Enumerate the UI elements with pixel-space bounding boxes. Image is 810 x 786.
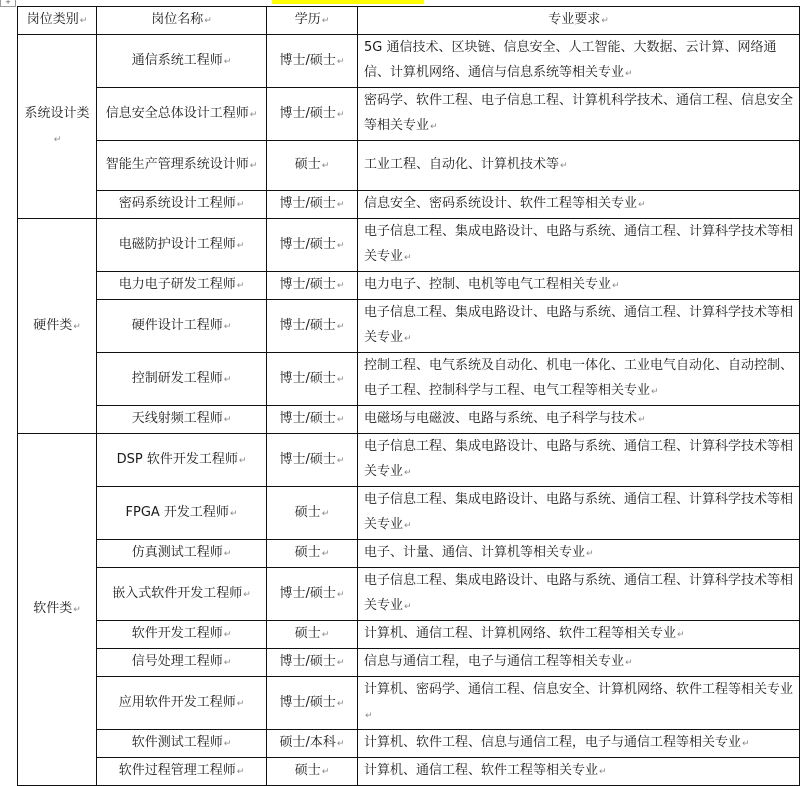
requirement-cell: 电子信息工程、集成电路设计、电路与系统、通信工程、计算科学技术等相关专业↵ xyxy=(358,487,800,540)
requirement-cell: 电子、计量、通信、计算机等相关专业↵ xyxy=(358,540,800,568)
requirement-cell: 工业工程、自动化、计算机技术等↵ xyxy=(358,141,800,191)
paragraph-mark-icon: ↵ xyxy=(236,698,245,709)
table-row xyxy=(18,758,800,786)
header-category: 岗位类别↵ xyxy=(18,7,97,35)
degree-cell: 博士/硕士↵ xyxy=(267,219,358,272)
requirement-cell: 信息与通信工程，电子与通信工程等相关专业↵ xyxy=(358,649,800,677)
table-row xyxy=(18,353,800,406)
category-cell: 硬件类↵ xyxy=(18,219,97,434)
degree-cell: 博士/硕士↵ xyxy=(267,35,358,88)
degree-cell: 博士/硕士↵ xyxy=(267,191,358,219)
paragraph-mark-icon: ↵ xyxy=(625,658,633,668)
paragraph-mark-icon: ↵ xyxy=(223,56,232,67)
paragraph-mark-icon: ↵ xyxy=(223,374,232,385)
table-row xyxy=(18,568,800,621)
position-cell: 软件过程管理工程师↵ xyxy=(97,758,267,786)
paragraph-mark-icon: ↵ xyxy=(601,16,609,26)
requirement-cell: 电子信息工程、集成电路设计、电路与系统、通信工程、计算科学技术等相关专业↵ xyxy=(358,300,800,353)
degree-cell: 博士/硕士↵ xyxy=(267,406,358,434)
paragraph-mark-icon: ↵ xyxy=(336,589,345,600)
table-row xyxy=(18,272,800,300)
paragraph-mark-icon: ↵ xyxy=(336,455,345,466)
requirement-cell: 电力电子、控制、电机等电气工程相关专业↵ xyxy=(358,272,800,300)
paragraph-mark-icon: ↵ xyxy=(638,200,646,210)
position-cell: 电磁防护设计工程师↵ xyxy=(97,219,267,272)
degree-cell: 硕士↵ xyxy=(267,540,358,568)
requirement-cell: 电子信息工程、集成电路设计、电路与系统、通信工程、计算科学技术等相关专业↵ xyxy=(358,434,800,487)
table-row xyxy=(18,141,800,191)
degree-cell: 硕士↵ xyxy=(267,141,358,191)
degree-cell: 博士/硕士↵ xyxy=(267,88,358,141)
table-row xyxy=(18,35,800,88)
requirement-cell: 控制工程、电气系统及自动化、机电一体化、工业电气自动化、自动控制、电子工程、控制科学与工程、电气工程等相关专业↵ xyxy=(358,353,800,406)
table-row xyxy=(18,434,800,487)
paragraph-mark-icon: ↵ xyxy=(236,200,245,210)
position-cell: 仿真测试工程师↵ xyxy=(97,540,267,568)
paragraph-mark-icon: ↵ xyxy=(204,16,212,26)
paragraph-mark-icon: ↵ xyxy=(229,508,238,519)
position-cell: 控制研发工程师↵ xyxy=(97,353,267,406)
position-cell: 应用软件开发工程师↵ xyxy=(97,677,267,730)
paragraph-mark-icon: ↵ xyxy=(560,161,568,171)
paragraph-mark-icon: ↵ xyxy=(336,415,345,425)
paragraph-mark-icon: ↵ xyxy=(223,549,232,559)
paragraph-mark-icon: ↵ xyxy=(249,109,258,120)
requirement-cell: 信息安全、密码系统设计、软件工程等相关专业↵ xyxy=(358,191,800,219)
degree-cell: 博士/硕士↵ xyxy=(267,434,358,487)
position-cell: 硬件设计工程师↵ xyxy=(97,300,267,353)
table-row xyxy=(18,649,800,677)
paragraph-mark-icon: ↵ xyxy=(404,468,412,478)
paragraph-mark-icon: ↵ xyxy=(336,56,345,67)
table-row xyxy=(18,88,800,141)
paragraph-mark-icon: ↵ xyxy=(321,549,330,559)
table-row xyxy=(18,191,800,219)
requirement-cell: 计算机、通信工程、计算机网络、软件工程等相关专业↵ xyxy=(358,621,800,649)
table-row xyxy=(18,730,800,758)
position-cell: 信号处理工程师↵ xyxy=(97,649,267,677)
degree-cell: 硕士↵ xyxy=(267,621,358,649)
paragraph-mark-icon: ↵ xyxy=(336,281,345,291)
paragraph-mark-icon: ↵ xyxy=(404,602,412,612)
paragraph-mark-icon: ↵ xyxy=(321,508,330,519)
paragraph-mark-icon: ↵ xyxy=(321,16,330,26)
paragraph-mark-icon: ↵ xyxy=(336,200,345,210)
paragraph-mark-icon: ↵ xyxy=(238,455,247,466)
table-row xyxy=(18,540,800,568)
paragraph-mark-icon: ↵ xyxy=(223,658,232,668)
position-cell: 软件开发工程师↵ xyxy=(97,621,267,649)
paragraph-mark-icon: ↵ xyxy=(612,281,620,291)
paragraph-mark-icon: ↵ xyxy=(651,387,659,397)
paragraph-mark-icon: ↵ xyxy=(236,767,245,777)
header-requirement: 专业要求↵ xyxy=(358,7,800,35)
requirement-cell: 计算机、软件工程、信息与通信工程，电子与通信工程等相关专业↵ xyxy=(358,730,800,758)
paragraph-mark-icon: ↵ xyxy=(223,321,232,332)
paragraph-mark-icon: ↵ xyxy=(742,739,750,749)
position-cell: 信息安全总体设计工程师↵ xyxy=(97,88,267,141)
position-cell: 软件测试工程师↵ xyxy=(97,730,267,758)
position-cell: 电力电子研发工程师↵ xyxy=(97,272,267,300)
paragraph-mark-icon: ↵ xyxy=(73,605,81,615)
paragraph-mark-icon: ↵ xyxy=(321,161,330,171)
paragraph-mark-icon: ↵ xyxy=(404,253,412,263)
requirement-cell: 5G 通信技术、区块链、信息安全、人工智能、大数据、云计算、网络通信、计算机网络、通信与信息系统等相关专业↵ xyxy=(358,35,800,88)
requirement-cell: 电子信息工程、集成电路设计、电路与系统、通信工程、计算科学技术等相关专业↵ xyxy=(358,219,800,272)
paragraph-mark-icon: ↵ xyxy=(336,374,345,385)
paragraph-mark-icon: ↵ xyxy=(625,69,633,79)
table-move-handle[interactable]: + xyxy=(0,0,16,7)
paragraph-mark-icon: ↵ xyxy=(586,549,594,559)
requirement-cell: 电磁场与电磁波、电路与系统、电子科学与技术↵ xyxy=(358,406,800,434)
paragraph-mark-icon: ↵ xyxy=(336,658,345,668)
paragraph-mark-icon: ↵ xyxy=(223,630,232,640)
paragraph-mark-icon: ↵ xyxy=(336,109,345,120)
header-degree: 学历↵ xyxy=(267,7,358,35)
position-cell: 智能生产管理系统设计师↵ xyxy=(97,141,267,191)
paragraph-mark-icon: ↵ xyxy=(336,240,345,251)
paragraph-mark-icon: ↵ xyxy=(638,415,646,425)
header-row xyxy=(18,7,800,35)
requirement-cell: 电子信息工程、集成电路设计、电路与系统、通信工程、计算科学技术等相关专业↵ xyxy=(358,568,800,621)
position-cell: DSP 软件开发工程师↵ xyxy=(97,434,267,487)
degree-cell: 博士/硕士↵ xyxy=(267,677,358,730)
paragraph-mark-icon: ↵ xyxy=(73,321,81,332)
paragraph-mark-icon: ↵ xyxy=(321,767,330,777)
degree-cell: 硕士↵ xyxy=(267,758,358,786)
table-row xyxy=(18,487,800,540)
position-cell: 通信系统工程师↵ xyxy=(97,35,267,88)
table-row xyxy=(18,219,800,272)
paragraph-mark-icon: ↵ xyxy=(365,711,373,721)
degree-cell: 博士/硕士↵ xyxy=(267,649,358,677)
requirement-cell: 计算机、密码学、通信工程、信息安全、计算机网络、软件工程等相关专业↵ xyxy=(358,677,800,730)
paragraph-mark-icon: ↵ xyxy=(223,739,232,749)
table-row xyxy=(18,300,800,353)
paragraph-mark-icon: ↵ xyxy=(404,334,412,344)
table-row xyxy=(18,677,800,730)
category-cell: 软件类↵ xyxy=(18,434,97,786)
paragraph-mark-icon: ↵ xyxy=(53,134,62,145)
paragraph-mark-icon: ↵ xyxy=(236,240,245,251)
position-cell: 嵌入式软件开发工程师↵ xyxy=(97,568,267,621)
header-position: 岗位名称↵ xyxy=(97,7,267,35)
paragraph-mark-icon: ↵ xyxy=(236,281,245,291)
paragraph-mark-icon: ↵ xyxy=(79,16,88,26)
table-row xyxy=(18,621,800,649)
requirement-cell: 密码学、软件工程、电子信息工程、计算机科学技术、通信工程、信息安全等相关专业↵ xyxy=(358,88,800,141)
paragraph-mark-icon: ↵ xyxy=(336,739,345,749)
paragraph-mark-icon: ↵ xyxy=(677,630,685,640)
degree-cell: 博士/硕士↵ xyxy=(267,568,358,621)
paragraph-mark-icon: ↵ xyxy=(223,415,232,425)
paragraph-mark-icon: ↵ xyxy=(336,321,345,332)
paragraph-mark-icon: ↵ xyxy=(599,767,607,777)
table-row xyxy=(18,406,800,434)
category-cell: 系统设计类↵ xyxy=(18,35,97,219)
paragraph-mark-icon: ↵ xyxy=(404,521,412,531)
job-requirements-table xyxy=(17,6,800,786)
degree-cell: 博士/硕士↵ xyxy=(267,353,358,406)
degree-cell: 硕士↵ xyxy=(267,487,358,540)
paragraph-mark-icon: ↵ xyxy=(336,698,345,709)
paragraph-mark-icon: ↵ xyxy=(243,589,251,600)
paragraph-mark-icon: ↵ xyxy=(249,161,258,171)
degree-cell: 博士/硕士↵ xyxy=(267,272,358,300)
degree-cell: 博士/硕士↵ xyxy=(267,300,358,353)
position-cell: 密码系统设计工程师↵ xyxy=(97,191,267,219)
text-highlight xyxy=(272,0,424,4)
paragraph-mark-icon: ↵ xyxy=(430,122,438,132)
position-cell: FPGA 开发工程师↵ xyxy=(97,487,267,540)
requirement-cell: 计算机、通信工程、软件工程等相关专业↵ xyxy=(358,758,800,786)
degree-cell: 硕士/本科↵ xyxy=(267,730,358,758)
paragraph-mark-icon: ↵ xyxy=(321,630,330,640)
position-cell: 天线射频工程师↵ xyxy=(97,406,267,434)
